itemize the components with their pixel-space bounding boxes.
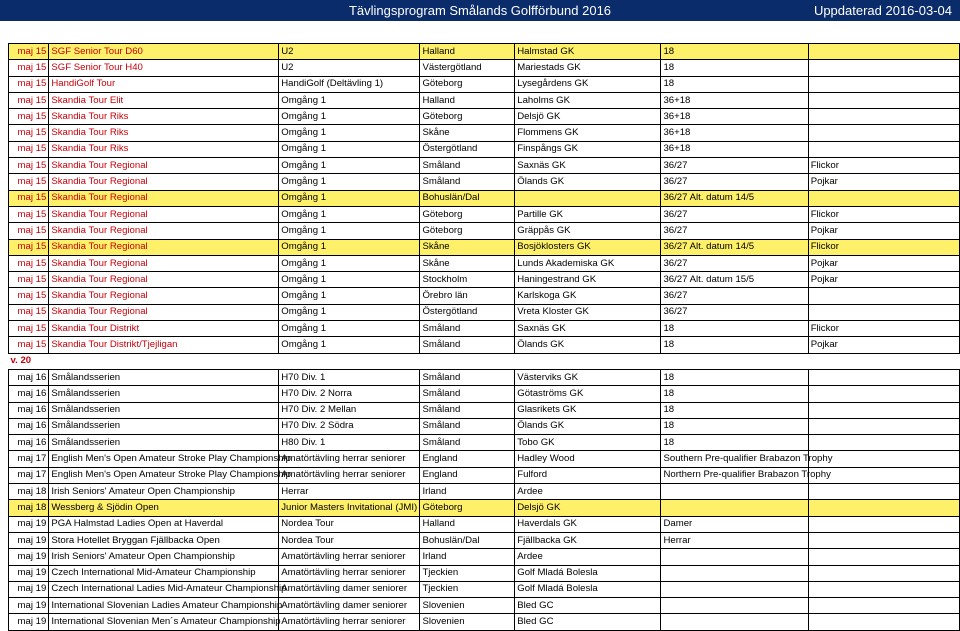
week-label: v. 20 (9, 353, 49, 369)
class-cell: Omgång 1 (279, 255, 420, 271)
district-cell: Småland (420, 174, 515, 190)
class-cell: Nordea Tour (279, 532, 420, 548)
category-cell: Flickor (808, 321, 959, 337)
schedule-rows-week20 (9, 369, 960, 630)
class-cell: Omgång 1 (279, 92, 420, 108)
district-cell: Örebro län (420, 288, 515, 304)
category-cell (808, 76, 959, 92)
district-cell: Slovenien (420, 598, 515, 614)
event-name-cell: Skandia Tour Regional (49, 206, 279, 222)
date-cell: maj 15 (9, 76, 49, 92)
date-cell: maj 19 (9, 516, 49, 532)
category-cell: Flickor (808, 206, 959, 222)
district-cell: Småland (420, 418, 515, 434)
table-row (9, 435, 960, 451)
venue-cell: Haningestrand GK (515, 272, 661, 288)
venue-cell: Mariestads GK (515, 60, 661, 76)
category-cell (808, 60, 959, 76)
event-name-cell: Smålandsserien (49, 386, 279, 402)
category-cell (808, 288, 959, 304)
class-cell: Omgång 1 (279, 190, 420, 206)
category-cell: Flickor (808, 158, 959, 174)
class-cell: Amatörtävling herrar seniorer (279, 467, 420, 483)
table-row (9, 60, 960, 76)
holes-cell (661, 614, 808, 630)
district-cell: England (420, 467, 515, 483)
holes-cell: 36+18 (661, 125, 808, 141)
table-row (9, 141, 960, 157)
venue-cell: Tobo GK (515, 435, 661, 451)
date-cell: maj 15 (9, 141, 49, 157)
event-name-cell: Skandia Tour Regional (49, 304, 279, 320)
event-name-cell: Skandia Tour Elit (49, 92, 279, 108)
table-row (9, 500, 960, 516)
date-cell: maj 15 (9, 92, 49, 108)
district-cell: Skåne (420, 125, 515, 141)
event-name-cell: Skandia Tour Distrikt (49, 321, 279, 337)
district-cell: Stockholm (420, 272, 515, 288)
venue-cell: Lysegårdens GK (515, 76, 661, 92)
date-cell: maj 19 (9, 614, 49, 630)
district-cell: Skåne (420, 239, 515, 255)
holes-cell: 36/27 Alt. datum 14/5 (661, 190, 808, 206)
date-cell: maj 17 (9, 467, 49, 483)
holes-cell: 36/27 (661, 223, 808, 239)
venue-cell: Flommens GK (515, 125, 661, 141)
district-cell: Småland (420, 435, 515, 451)
category-cell (808, 304, 959, 320)
category-cell (808, 418, 959, 434)
venue-cell (515, 190, 661, 206)
event-name-cell: Smålandsserien (49, 418, 279, 434)
table-row (9, 125, 960, 141)
category-cell (808, 500, 959, 516)
holes-cell: 18 (661, 321, 808, 337)
event-name-cell: Skandia Tour Regional (49, 190, 279, 206)
holes-cell: 36/27 Alt. datum 15/5 (661, 272, 808, 288)
category-cell (808, 386, 959, 402)
class-cell: H70 Div. 2 Södra (279, 418, 420, 434)
district-cell: Göteborg (420, 206, 515, 222)
holes-cell (661, 581, 808, 597)
category-cell (808, 109, 959, 125)
category-cell (808, 402, 959, 418)
class-cell: Amatörtävling damer seniorer (279, 598, 420, 614)
class-cell: Amatörtävling herrar seniorer (279, 614, 420, 630)
table-row (9, 565, 960, 581)
category-cell (808, 614, 959, 630)
district-cell: Småland (420, 402, 515, 418)
event-name-cell: Skandia Tour Regional (49, 288, 279, 304)
class-cell: Nordea Tour (279, 516, 420, 532)
district-cell: Småland (420, 158, 515, 174)
date-cell: maj 16 (9, 369, 49, 385)
holes-cell: Herrar (661, 532, 808, 548)
venue-cell: Götaströms GK (515, 386, 661, 402)
venue-cell: Hadley Wood (515, 451, 661, 467)
holes-cell: Damer (661, 516, 808, 532)
venue-cell: Saxnäs GK (515, 158, 661, 174)
schedule-table (8, 43, 960, 631)
table-row (9, 337, 960, 353)
week-separator (9, 353, 960, 369)
table-row (9, 549, 960, 565)
class-cell: Amatörtävling damer seniorer (279, 581, 420, 597)
date-cell: maj 15 (9, 255, 49, 271)
date-cell: maj 18 (9, 500, 49, 516)
event-name-cell: International Slovenian Men´s Amateur Championship (49, 614, 279, 630)
holes-cell: 36/27 (661, 288, 808, 304)
table-row (9, 109, 960, 125)
table-row (9, 190, 960, 206)
holes-cell (661, 598, 808, 614)
venue-cell: Fulford (515, 467, 661, 483)
holes-cell (661, 500, 808, 516)
date-cell: maj 16 (9, 435, 49, 451)
holes-cell: 36/27 Alt. datum 14/5 (661, 239, 808, 255)
category-cell: Pojkar (808, 337, 959, 353)
venue-cell: Lunds Akademiska GK (515, 255, 661, 271)
category-cell (808, 598, 959, 614)
date-cell: maj 15 (9, 60, 49, 76)
venue-cell: Haverdals GK (515, 516, 661, 532)
event-name-cell: Skandia Tour Regional (49, 239, 279, 255)
date-cell: maj 15 (9, 337, 49, 353)
class-cell: Omgång 1 (279, 125, 420, 141)
venue-cell: Karlskoga GK (515, 288, 661, 304)
class-cell: Omgång 1 (279, 158, 420, 174)
table-row (9, 402, 960, 418)
date-cell: maj 15 (9, 158, 49, 174)
date-cell: maj 15 (9, 321, 49, 337)
event-name-cell: SGF Senior Tour H40 (49, 60, 279, 76)
venue-cell: Vreta Kloster GK (515, 304, 661, 320)
table-row (9, 223, 960, 239)
district-cell: Östergötland (420, 304, 515, 320)
event-name-cell: Irish Seniors' Amateur Open Championship (49, 549, 279, 565)
class-cell: H80 Div. 1 (279, 435, 420, 451)
table-row (9, 304, 960, 320)
venue-cell: Ardee (515, 549, 661, 565)
category-cell (808, 44, 959, 60)
holes-cell (661, 484, 808, 500)
event-name-cell: Skandia Tour Regional (49, 174, 279, 190)
holes-cell: 18 (661, 386, 808, 402)
venue-cell: Gräppås GK (515, 223, 661, 239)
class-cell: Omgång 1 (279, 109, 420, 125)
category-cell (808, 369, 959, 385)
class-cell: Omgång 1 (279, 223, 420, 239)
district-cell: Bohuslän/Dal (420, 190, 515, 206)
date-cell: maj 19 (9, 565, 49, 581)
table-row (9, 451, 960, 467)
holes-cell: 36/27 (661, 304, 808, 320)
class-cell: Omgång 1 (279, 304, 420, 320)
table-row (9, 174, 960, 190)
class-cell: U2 (279, 60, 420, 76)
header-bar (0, 0, 960, 21)
holes-cell: 18 (661, 60, 808, 76)
date-cell: maj 15 (9, 239, 49, 255)
class-cell: H70 Div. 1 (279, 369, 420, 385)
venue-cell: Partille GK (515, 206, 661, 222)
district-cell: Halland (420, 44, 515, 60)
class-cell: Omgång 1 (279, 174, 420, 190)
table-row (9, 288, 960, 304)
category-cell: Pojkar (808, 174, 959, 190)
holes-cell: 36/27 (661, 158, 808, 174)
class-cell: Omgång 1 (279, 288, 420, 304)
date-cell: maj 16 (9, 418, 49, 434)
date-cell: maj 16 (9, 402, 49, 418)
table-row (9, 158, 960, 174)
venue-cell: Finspångs GK (515, 141, 661, 157)
class-cell: H70 Div. 2 Norra (279, 386, 420, 402)
date-cell: maj 19 (9, 532, 49, 548)
table-row (9, 206, 960, 222)
date-cell: maj 15 (9, 272, 49, 288)
table-row (9, 467, 960, 483)
district-cell: Småland (420, 337, 515, 353)
venue-cell: Halmstad GK (515, 44, 661, 60)
district-cell: England (420, 451, 515, 467)
event-name-cell: Czech International Mid-Amateur Championship (49, 565, 279, 581)
holes-cell: 36+18 (661, 141, 808, 157)
date-cell: maj 19 (9, 581, 49, 597)
district-cell: Göteborg (420, 109, 515, 125)
holes-cell (661, 565, 808, 581)
date-cell: maj 15 (9, 44, 49, 60)
category-cell (808, 549, 959, 565)
holes-cell: 18 (661, 369, 808, 385)
event-name-cell: Smålandsserien (49, 402, 279, 418)
event-name-cell: Smålandsserien (49, 369, 279, 385)
category-cell (808, 581, 959, 597)
venue-cell: Ölands GK (515, 418, 661, 434)
table-row (9, 532, 960, 548)
class-cell: H70 Div. 2 Mellan (279, 402, 420, 418)
date-cell: maj 19 (9, 549, 49, 565)
category-cell (808, 92, 959, 108)
event-name-cell: Czech International Ladies Mid-Amateur Championship (49, 581, 279, 597)
event-name-cell: Skandia Tour Regional (49, 272, 279, 288)
category-cell (808, 484, 959, 500)
holes-cell: 18 (661, 418, 808, 434)
category-cell (808, 141, 959, 157)
holes-cell: 36/27 (661, 255, 808, 271)
venue-cell: Bled GC (515, 614, 661, 630)
class-cell: U2 (279, 44, 420, 60)
holes-cell: Southern Pre-qualifier Brabazon Trophy (661, 451, 808, 467)
district-cell: Tjeckien (420, 581, 515, 597)
holes-cell: 18 (661, 402, 808, 418)
class-cell: Omgång 1 (279, 272, 420, 288)
holes-cell: 18 (661, 44, 808, 60)
venue-cell: Glasrikets GK (515, 402, 661, 418)
event-name-cell: Skandia Tour Riks (49, 109, 279, 125)
date-cell: maj 15 (9, 288, 49, 304)
venue-cell: Bosjöklosters GK (515, 239, 661, 255)
district-cell: Småland (420, 369, 515, 385)
venue-cell: Ölands GK (515, 337, 661, 353)
event-name-cell: HandiGolf Tour (49, 76, 279, 92)
district-cell: Skåne (420, 255, 515, 271)
category-cell (808, 516, 959, 532)
category-cell (808, 125, 959, 141)
event-name-cell: Skandia Tour Regional (49, 158, 279, 174)
district-cell: Halland (420, 92, 515, 108)
venue-cell: Ölands GK (515, 174, 661, 190)
event-name-cell: PGA Halmstad Ladies Open at Haverdal (49, 516, 279, 532)
table-row (9, 272, 960, 288)
event-name-cell: Skandia Tour Riks (49, 125, 279, 141)
event-name-cell: Smålandsserien (49, 435, 279, 451)
table-row (9, 239, 960, 255)
class-cell: Omgång 1 (279, 141, 420, 157)
date-cell: maj 19 (9, 598, 49, 614)
class-cell: HandiGolf (Deltävling 1) (279, 76, 420, 92)
table-row (9, 598, 960, 614)
event-name-cell: Stora Hotellet Bryggan Fjällbacka Open (49, 532, 279, 548)
class-cell: Omgång 1 (279, 337, 420, 353)
event-name-cell: Skandia Tour Regional (49, 223, 279, 239)
district-cell: Småland (420, 321, 515, 337)
date-cell: maj 15 (9, 190, 49, 206)
venue-cell: Bled GC (515, 598, 661, 614)
table-row (9, 614, 960, 630)
date-cell: maj 15 (9, 125, 49, 141)
class-cell: Amatörtävling herrar seniorer (279, 451, 420, 467)
date-cell: maj 17 (9, 451, 49, 467)
holes-cell (661, 549, 808, 565)
date-cell: maj 18 (9, 484, 49, 500)
venue-cell: Ardee (515, 484, 661, 500)
venue-cell: Delsjö GK (515, 500, 661, 516)
district-cell: Bohuslän/Dal (420, 532, 515, 548)
category-cell (808, 190, 959, 206)
district-cell: Slovenien (420, 614, 515, 630)
district-cell: Göteborg (420, 500, 515, 516)
class-cell: Omgång 1 (279, 321, 420, 337)
event-name-cell: Irish Seniors' Amateur Open Championship (49, 484, 279, 500)
page-title: Tävlingsprogram Smålands Golfförbund 2016 (348, 3, 612, 18)
holes-cell: 36+18 (661, 92, 808, 108)
class-cell: Omgång 1 (279, 206, 420, 222)
venue-cell: Västerviks GK (515, 369, 661, 385)
holes-cell: 36+18 (661, 109, 808, 125)
holes-cell: 18 (661, 435, 808, 451)
table-row (9, 92, 960, 108)
class-cell: Amatörtävling herrar seniorer (279, 565, 420, 581)
district-cell: Småland (420, 386, 515, 402)
holes-cell: Northern Pre-qualifier Brabazon Trophy (661, 467, 808, 483)
district-cell: Göteborg (420, 223, 515, 239)
table-row (9, 321, 960, 337)
table-row (9, 255, 960, 271)
class-cell: Amatörtävling herrar seniorer (279, 549, 420, 565)
holes-cell: 36/27 (661, 174, 808, 190)
district-cell: Göteborg (420, 76, 515, 92)
holes-cell: 18 (661, 337, 808, 353)
event-name-cell: Wessberg & Sjödin Open (49, 500, 279, 516)
date-cell: maj 15 (9, 304, 49, 320)
class-cell: Junior Masters Invitational (JMI) (279, 500, 420, 516)
table-row (9, 516, 960, 532)
holes-cell: 18 (661, 76, 808, 92)
table-row (9, 76, 960, 92)
date-cell: maj 15 (9, 174, 49, 190)
table-row (9, 369, 960, 385)
date-cell: maj 15 (9, 109, 49, 125)
event-name-cell: Skandia Tour Regional (49, 255, 279, 271)
date-cell: maj 15 (9, 206, 49, 222)
district-cell: Irland (420, 484, 515, 500)
table-row (9, 418, 960, 434)
category-cell: Pojkar (808, 255, 959, 271)
district-cell: Halland (420, 516, 515, 532)
venue-cell: Golf Mladá Bolesla (515, 581, 661, 597)
event-name-cell: SGF Senior Tour D60 (49, 44, 279, 60)
event-name-cell: English Men's Open Amateur Stroke Play Championship (49, 467, 279, 483)
updated-date: Uppdaterad 2016-03-04 (813, 3, 952, 18)
district-cell: Tjeckien (420, 565, 515, 581)
venue-cell: Saxnäs GK (515, 321, 661, 337)
district-cell: Irland (420, 549, 515, 565)
class-cell: Herrar (279, 484, 420, 500)
category-cell: Pojkar (808, 272, 959, 288)
holes-cell: 36/27 (661, 206, 808, 222)
category-cell (808, 435, 959, 451)
table-row (9, 44, 960, 60)
event-name-cell: Skandia Tour Riks (49, 141, 279, 157)
district-cell: Östergötland (420, 141, 515, 157)
schedule-rows-maj15 (9, 44, 960, 354)
district-cell: Västergötland (420, 60, 515, 76)
event-name-cell: English Men's Open Amateur Stroke Play Championship (49, 451, 279, 467)
category-cell: Pojkar (808, 223, 959, 239)
category-cell (808, 532, 959, 548)
date-cell: maj 16 (9, 386, 49, 402)
event-name-cell: International Slovenian Ladies Amateur Championship (49, 598, 279, 614)
venue-cell: Fjällbacka GK (515, 532, 661, 548)
date-cell: maj 15 (9, 223, 49, 239)
class-cell: Omgång 1 (279, 239, 420, 255)
category-cell (808, 565, 959, 581)
venue-cell: Laholms GK (515, 92, 661, 108)
event-name-cell: Skandia Tour Distrikt/Tjejligan (49, 337, 279, 353)
table-row (9, 484, 960, 500)
venue-cell: Golf Mladá Bolesla (515, 565, 661, 581)
venue-cell: Delsjö GK (515, 109, 661, 125)
table-row (9, 581, 960, 597)
table-row (9, 386, 960, 402)
category-cell: Flickor (808, 239, 959, 255)
